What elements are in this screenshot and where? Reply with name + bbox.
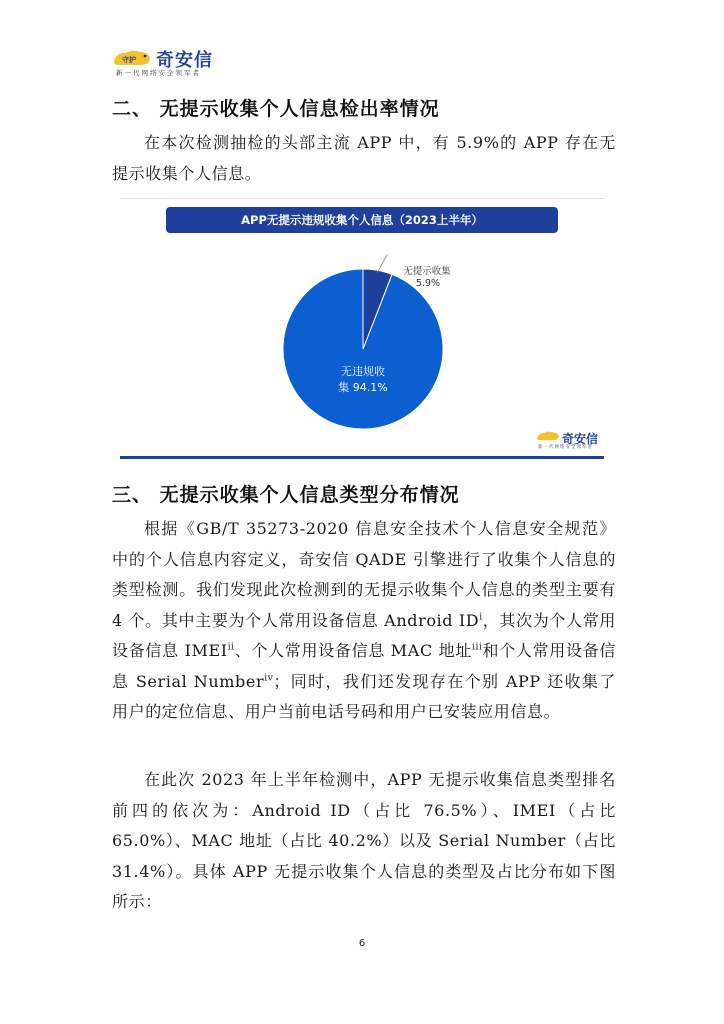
section2-paragraph: 在本次检测抽检的头部主流 APP 中，有 5.9%的 APP 存在无提示收集个人信息。 bbox=[112, 133, 616, 183]
section-heading-3: 三、 无提示收集个人信息类型分布情况 bbox=[112, 484, 460, 506]
section3-paragraph-1 bbox=[112, 514, 616, 728]
text-segment: 和个人常用设备信息 Serial Number bbox=[112, 641, 616, 691]
svg-text:守护: 守护 bbox=[122, 56, 136, 64]
logo-slogan: 新一代网络安全领军者 bbox=[116, 69, 201, 77]
mascot-icon bbox=[536, 430, 560, 442]
chart-title: APP无提示违规收集个人信息（2023上半年） bbox=[241, 213, 483, 227]
mascot-icon bbox=[112, 48, 152, 68]
footnote-ref: ii bbox=[227, 642, 235, 653]
pie-chart bbox=[120, 198, 604, 460]
footnote-ref: iv bbox=[264, 673, 274, 684]
chart-logo-slogan: 新一代网络安全领军者 bbox=[538, 445, 593, 450]
footnote-ref: iii bbox=[471, 642, 483, 653]
section3-paragraph-2: 在此次 2023 年上半年检测中，APP 无提示收集信息类型排名前四的依次为：Android ID（占比 76.5%）、IMEI（占比 65.0%）、MAC 地址（占比 40.2%）以及 Serial Number（占比 31.4%）。具体 APP 无提示收集个人信息的类型及占比分布如下图所示： bbox=[112, 770, 616, 911]
company-logo bbox=[112, 46, 232, 80]
leader-line bbox=[377, 254, 387, 272]
logo-name: 奇安信 bbox=[156, 50, 213, 71]
text-segment: ；同时，我们还发现存在个别 APP 还收集了用户的定位信息、用户当前电话号码和用户已安装应用信息。 bbox=[112, 671, 616, 721]
text-segment: ，其次为个人常用设备信息 IMEI bbox=[112, 610, 616, 660]
section-heading-2: 二、 无提示收集个人信息检出率情况 bbox=[112, 98, 440, 120]
pie-svg bbox=[120, 198, 604, 460]
chart-bottom-rule bbox=[120, 456, 604, 459]
footnote-ref: i bbox=[479, 612, 483, 623]
page-number: 6 bbox=[358, 938, 366, 949]
slice-label-no-violation: 无违规收 bbox=[341, 365, 385, 378]
chart-logo-name: 奇安信 bbox=[562, 432, 599, 446]
slice-value-no-prompt: 5.9% bbox=[415, 278, 441, 289]
slice-label-no-prompt: 无提示收集 bbox=[403, 266, 451, 277]
text-segment: 、个人常用设备信息 MAC 地址 bbox=[234, 641, 472, 660]
slice-value-no-violation: 集 94.1% bbox=[338, 381, 388, 394]
text-segment: 根据《GB/T 35273-2020 信息安全技术个人信息安全规范》中的个人信息内容定义，奇安信 QADE 引擎进行了收集个人信息的类型检测。我们发现此次检测到的无提示收集个人信息的类型主要有 4 个。其中主要为个人常用设备信息 Android ID bbox=[112, 519, 616, 630]
chart-watermark-logo bbox=[536, 430, 604, 452]
